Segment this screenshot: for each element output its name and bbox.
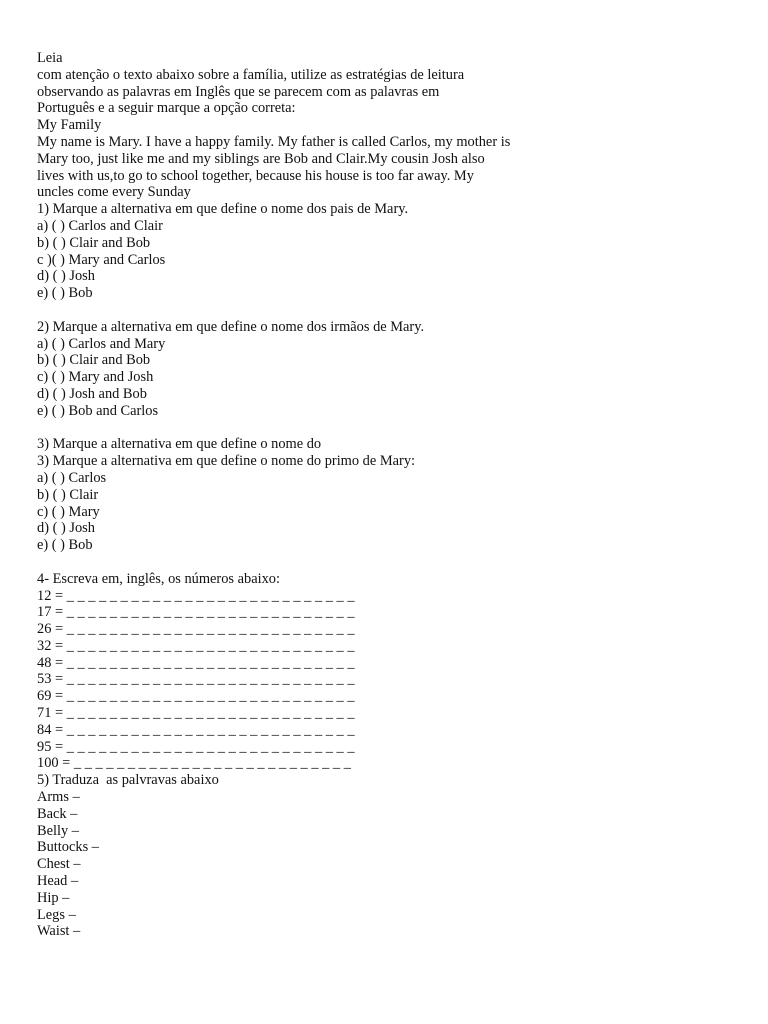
q1-option-a: a) ( ) Carlos and Clair bbox=[37, 217, 163, 234]
q3-option-b: b) ( ) Clair bbox=[37, 486, 99, 503]
word-chest: Chest – bbox=[37, 856, 81, 873]
number-blank-32: 32 = _ _ _ _ _ _ _ _ _ _ _ _ _ _ _ _ _ _ _ _ _ _ _ _ _ _ _ bbox=[37, 637, 355, 654]
word-belly: Belly – bbox=[37, 822, 79, 839]
spacer bbox=[37, 420, 737, 437]
question-4: 4- Escreva em, inglês, os números abaixo: bbox=[37, 570, 280, 587]
number-blank-69: 69 = _ _ _ _ _ _ _ _ _ _ _ _ _ _ _ _ _ _ _ _ _ _ _ _ _ _ _ bbox=[37, 688, 355, 705]
q2-option-c: c) ( ) Mary and Josh bbox=[37, 369, 154, 386]
question-3: 3) Marque a alternativa em que define o nome do primo de Mary: bbox=[37, 453, 416, 470]
q3-option-e: e) ( ) Bob bbox=[37, 537, 93, 554]
spacer bbox=[37, 554, 737, 571]
q2-option-e: e) ( ) Bob and Carlos bbox=[37, 402, 159, 419]
question-5: 5) Traduza as palvravas abaixo bbox=[37, 772, 219, 789]
number-blank-48: 48 = _ _ _ _ _ _ _ _ _ _ _ _ _ _ _ _ _ _ _ _ _ _ _ _ _ _ _ bbox=[37, 654, 355, 671]
story-line: My name is Mary. I have a happy family. My father is called Carlos, my mother is bbox=[37, 133, 511, 150]
number-blank-53: 53 = _ _ _ _ _ _ _ _ _ _ _ _ _ _ _ _ _ _ _ _ _ _ _ _ _ _ _ bbox=[37, 671, 355, 688]
number-blank-26: 26 = _ _ _ _ _ _ _ _ _ _ _ _ _ _ _ _ _ _ _ _ _ _ _ _ _ _ _ bbox=[37, 621, 355, 638]
q1-option-c: c )( ) Mary and Carlos bbox=[37, 251, 166, 268]
spacer bbox=[37, 302, 737, 319]
word-legs: Legs – bbox=[37, 906, 76, 923]
story-line: lives with us,to go to school together, because his house is too far away. My bbox=[37, 167, 474, 184]
intro-line: Leia bbox=[37, 50, 63, 66]
q2-option-d: d) ( ) Josh and Bob bbox=[37, 385, 147, 402]
number-blank-12: 12 = _ _ _ _ _ _ _ _ _ _ _ _ _ _ _ _ _ _ _ _ _ _ _ _ _ _ _ bbox=[37, 587, 355, 604]
q1-option-b: b) ( ) Clair and Bob bbox=[37, 234, 151, 251]
story-title: My Family bbox=[37, 117, 102, 134]
q2-option-b: b) ( ) Clair and Bob bbox=[37, 352, 151, 369]
word-hip: Hip – bbox=[37, 889, 70, 906]
q2-option-a: a) ( ) Carlos and Mary bbox=[37, 335, 166, 352]
number-blank-100: 100 = _ _ _ _ _ _ _ _ _ _ _ _ _ _ _ _ _ _ _ _ _ _ _ _ _ _ bbox=[37, 755, 351, 772]
question-2: 2) Marque a alternativa em que define o nome dos irmãos de Mary. bbox=[37, 318, 425, 335]
story-line: Mary too, just like me and my siblings are Bob and Clair.My cousin Josh also bbox=[37, 150, 485, 167]
q1-option-e: e) ( ) Bob bbox=[37, 285, 93, 302]
word-back: Back – bbox=[37, 805, 78, 822]
intro-line: observando as palavras em Inglês que se parecem com as palavras em bbox=[37, 83, 440, 100]
number-blank-84: 84 = _ _ _ _ _ _ _ _ _ _ _ _ _ _ _ _ _ _ _ _ _ _ _ _ _ _ _ bbox=[37, 721, 355, 738]
q1-option-d: d) ( ) Josh bbox=[37, 268, 95, 285]
intro-line: com atenção o texto abaixo sobre a família, utilize as estratégias de leitura bbox=[37, 66, 465, 83]
question-3-partial: 3) Marque a alternativa em que define o nome do bbox=[37, 436, 322, 453]
word-buttocks: Buttocks – bbox=[37, 839, 99, 856]
q3-option-a: a) ( ) Carlos bbox=[37, 469, 107, 486]
number-blank-95: 95 = _ _ _ _ _ _ _ _ _ _ _ _ _ _ _ _ _ _ _ _ _ _ _ _ _ _ _ bbox=[37, 738, 355, 755]
q3-option-c: c) ( ) Mary bbox=[37, 503, 100, 520]
word-head: Head – bbox=[37, 873, 79, 890]
number-blank-17: 17 = _ _ _ _ _ _ _ _ _ _ _ _ _ _ _ _ _ _ _ _ _ _ _ _ _ _ _ bbox=[37, 604, 355, 621]
q3-option-d: d) ( ) Josh bbox=[37, 520, 95, 537]
word-arms: Arms – bbox=[37, 789, 80, 806]
number-blank-71: 71 = _ _ _ _ _ _ _ _ _ _ _ _ _ _ _ _ _ _ _ _ _ _ _ _ _ _ _ bbox=[37, 705, 355, 722]
document-page bbox=[37, 50, 737, 940]
intro-line: Português e a seguir marque a opção correta: bbox=[37, 100, 296, 117]
question-1: 1) Marque a alternativa em que define o nome dos pais de Mary. bbox=[37, 201, 409, 218]
story-line: uncles come every Sunday bbox=[37, 184, 191, 201]
word-waist: Waist – bbox=[37, 923, 81, 940]
